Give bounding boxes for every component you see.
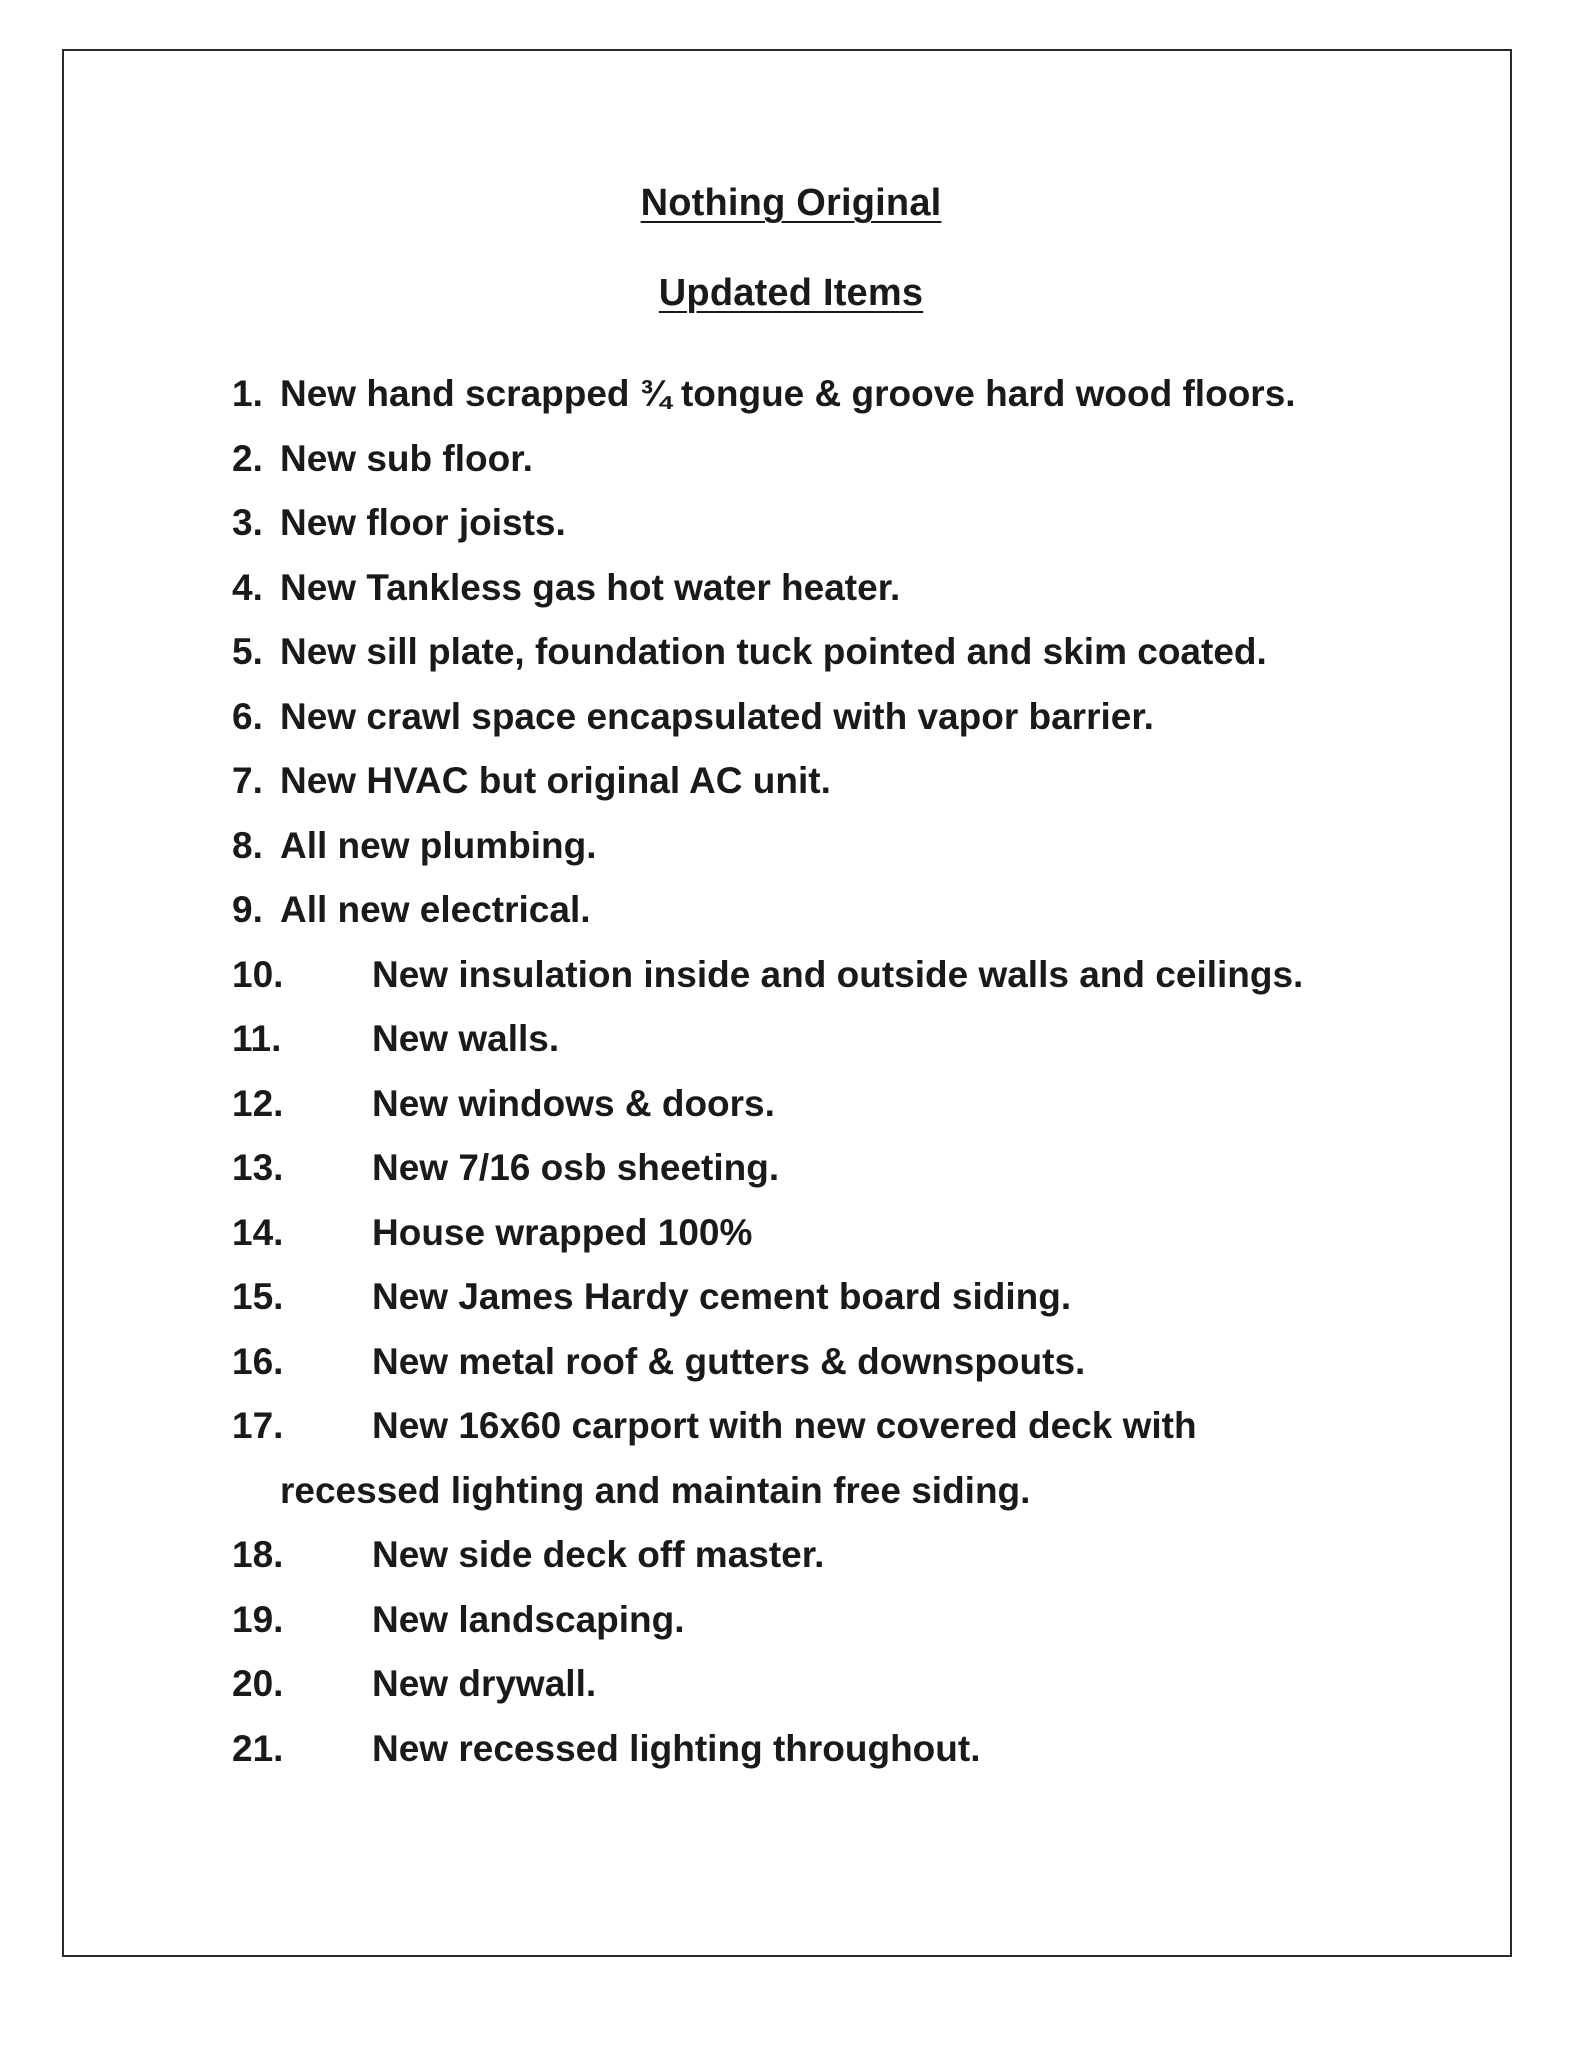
item-text: All new electrical. — [280, 889, 591, 930]
list-item — [232, 685, 1472, 750]
item-text: New Tankless gas hot water heater. — [280, 566, 901, 608]
item-text: New floor joists. — [280, 502, 566, 543]
list-item — [232, 1652, 1472, 1717]
item-text: New hand scrapped ¾ tongue & groove hard wood floors. — [280, 373, 1296, 414]
item-number: 6. — [232, 695, 263, 737]
list-item — [232, 620, 1472, 685]
item-number: 20. — [232, 1663, 284, 1704]
item-number: 2. — [232, 437, 263, 479]
item-number: 9. — [232, 889, 263, 930]
item-number: 16. — [232, 1340, 284, 1382]
list-item — [232, 427, 1472, 492]
list-item — [232, 491, 1472, 556]
item-text-continuation: recessed lighting and maintain free siding. — [280, 1469, 1031, 1511]
list-item — [232, 1072, 1472, 1137]
item-number: 10. — [232, 953, 284, 995]
item-text: New side deck off master. — [372, 1534, 825, 1575]
item-text: New sub floor. — [280, 437, 533, 479]
item-text: New 16x60 carport with new covered deck with — [372, 1405, 1197, 1446]
list-item — [232, 814, 1472, 879]
item-number: 21. — [232, 1727, 284, 1769]
item-number: 4. — [232, 566, 263, 608]
item-number: 1. — [232, 373, 263, 414]
item-number: 15. — [232, 1276, 284, 1317]
item-number: 8. — [232, 824, 263, 866]
list-item — [232, 1523, 1472, 1588]
item-number: 13. — [232, 1147, 284, 1188]
item-text: New drywall. — [372, 1663, 597, 1704]
list-item — [232, 362, 1472, 427]
item-text: New landscaping. — [372, 1598, 685, 1640]
list-item — [232, 1588, 1472, 1653]
list-item — [232, 1136, 1472, 1201]
item-number: 14. — [232, 1211, 284, 1253]
list-item — [232, 1201, 1472, 1266]
item-number: 7. — [232, 760, 263, 801]
item-text: New sill plate, foundation tuck pointed and skim coated. — [280, 631, 1267, 672]
list-item — [232, 1265, 1472, 1330]
updated-items-list — [232, 362, 1472, 1781]
list-item — [232, 556, 1472, 621]
item-number: 12. — [232, 1082, 284, 1124]
item-number: 5. — [232, 631, 263, 672]
item-text: New HVAC but original AC unit. — [280, 760, 831, 801]
list-item — [232, 1007, 1472, 1072]
item-text: All new plumbing. — [280, 824, 597, 866]
document-title: Nothing Original — [640, 182, 942, 224]
item-number: 19. — [232, 1598, 284, 1640]
list-item — [232, 1717, 1472, 1782]
list-item — [232, 749, 1472, 814]
list-item — [232, 943, 1472, 1008]
item-text: New James Hardy cement board siding. — [372, 1276, 1072, 1317]
document-subtitle: Updated Items — [658, 272, 924, 314]
item-text: New metal roof & gutters & downspouts. — [372, 1340, 1086, 1382]
item-number: 11. — [232, 1018, 282, 1059]
item-number: 18. — [232, 1534, 284, 1575]
item-number: 3. — [232, 502, 263, 543]
item-text: New crawl space encapsulated with vapor barrier. — [280, 695, 1154, 737]
item-text: New insulation inside and outside walls and ceilings. — [372, 953, 1304, 995]
item-text: New windows & doors. — [372, 1082, 775, 1124]
item-text: New 7/16 osb sheeting. — [372, 1147, 780, 1188]
list-item — [232, 1394, 1472, 1523]
list-item — [232, 1330, 1472, 1395]
item-text: New walls. — [372, 1018, 560, 1059]
item-text: House wrapped 100% — [372, 1211, 753, 1253]
item-text: New recessed lighting throughout. — [372, 1727, 981, 1769]
item-number: 17. — [232, 1405, 284, 1446]
list-item — [232, 878, 1472, 943]
